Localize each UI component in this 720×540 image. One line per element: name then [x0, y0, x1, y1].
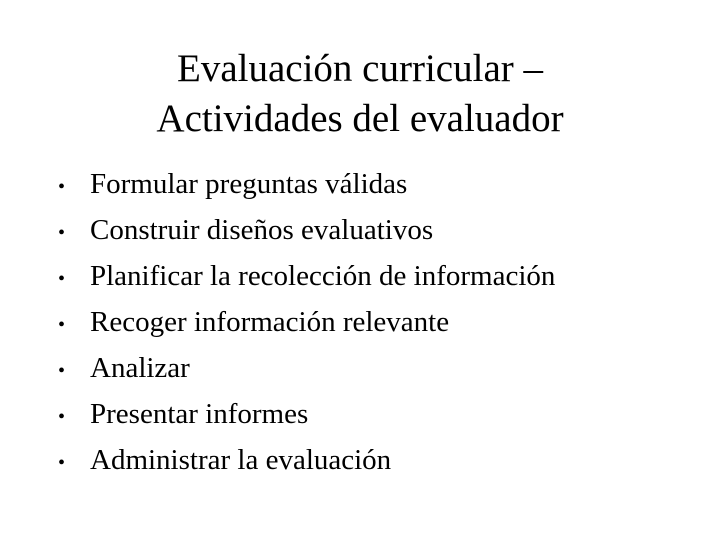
bullet-text: Presentar informes: [90, 398, 309, 430]
slide-title: [110, 44, 610, 144]
bullet-icon: •: [58, 222, 66, 244]
bullet-icon: •: [58, 268, 66, 290]
bullet-icon: •: [58, 406, 66, 428]
title-line-2: Actividades del evaluador: [156, 97, 564, 140]
bullet-text: Formular preguntas válidas: [90, 168, 408, 200]
list-item: [58, 253, 698, 299]
title-line-1: Evaluación curricular –: [177, 47, 543, 90]
list-item: [58, 391, 698, 437]
list-item: [58, 299, 698, 345]
bullet-icon: •: [58, 314, 66, 336]
bullet-icon: •: [58, 360, 66, 382]
bullet-text: Planificar la recolección de información: [90, 260, 556, 292]
bullet-text: Construir diseños evaluativos: [90, 214, 434, 246]
list-item: [58, 345, 698, 391]
bullet-list: [58, 161, 698, 483]
bullet-text: Analizar: [90, 352, 190, 384]
bullet-icon: •: [58, 176, 66, 198]
list-item: [58, 161, 698, 207]
bullet-icon: •: [58, 452, 66, 474]
list-item: [58, 207, 698, 253]
bullet-text: Recoger información relevante: [90, 306, 450, 338]
list-item: [58, 437, 698, 483]
bullet-text: Administrar la evaluación: [90, 444, 392, 476]
